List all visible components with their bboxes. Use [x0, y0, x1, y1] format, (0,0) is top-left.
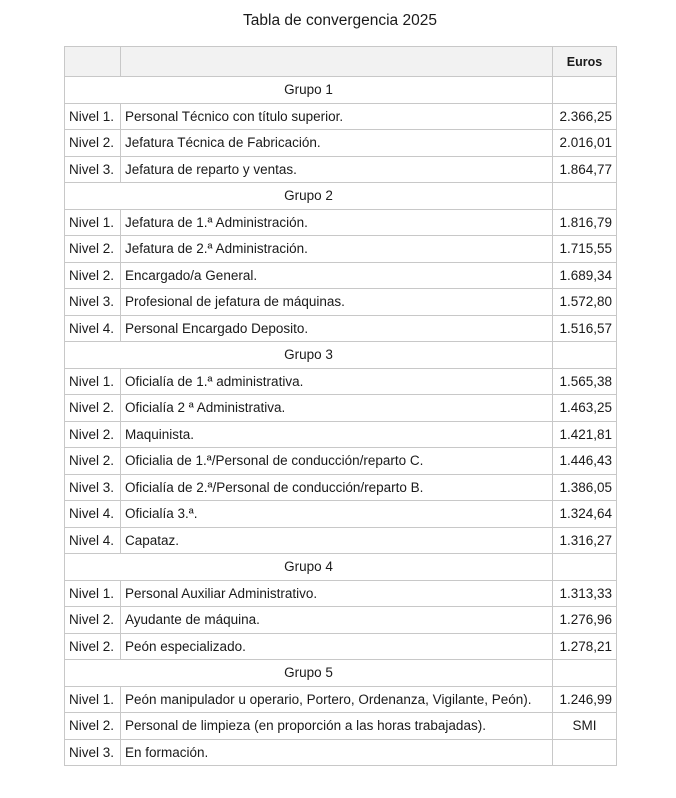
table-row — [65, 713, 617, 740]
description-cell: En formación. — [121, 739, 553, 766]
table-row — [65, 368, 617, 395]
description-cell: Peón especializado. — [121, 633, 553, 660]
euros-cell: 1.246,99 — [553, 686, 617, 713]
level-cell: Nivel 2. — [65, 421, 121, 448]
table-row — [65, 607, 617, 634]
table-row — [65, 395, 617, 422]
euros-cell: 1.324,64 — [553, 501, 617, 528]
table-row — [65, 527, 617, 554]
level-cell: Nivel 4. — [65, 501, 121, 528]
euros-cell: SMI — [553, 713, 617, 740]
level-cell: Nivel 3. — [65, 289, 121, 316]
table-row — [65, 289, 617, 316]
group-value-empty — [553, 342, 617, 369]
euros-cell: 1.386,05 — [553, 474, 617, 501]
group-label: Grupo 5 — [65, 660, 553, 687]
euros-cell: 1.316,27 — [553, 527, 617, 554]
convergence-table — [64, 46, 617, 766]
euros-cell: 1.278,21 — [553, 633, 617, 660]
group-label: Grupo 4 — [65, 554, 553, 581]
group-row — [65, 660, 617, 687]
group-label: Grupo 1 — [65, 77, 553, 104]
euros-cell: 1.313,33 — [553, 580, 617, 607]
level-cell: Nivel 1. — [65, 103, 121, 130]
table-row — [65, 103, 617, 130]
table-row — [65, 156, 617, 183]
level-cell: Nivel 2. — [65, 713, 121, 740]
euros-cell: 1.689,34 — [553, 262, 617, 289]
table-header-row — [65, 47, 617, 77]
euros-cell: 1.816,79 — [553, 209, 617, 236]
description-cell: Oficialía 2 ª Administrativa. — [121, 395, 553, 422]
euros-cell: 1.565,38 — [553, 368, 617, 395]
description-cell: Personal Técnico con título superior. — [121, 103, 553, 130]
euros-cell: 1.715,55 — [553, 236, 617, 263]
description-cell: Personal Auxiliar Administrativo. — [121, 580, 553, 607]
level-cell: Nivel 2. — [65, 395, 121, 422]
table-row — [65, 262, 617, 289]
level-cell: Nivel 3. — [65, 739, 121, 766]
description-cell: Profesional de jefatura de máquinas. — [121, 289, 553, 316]
level-cell: Nivel 4. — [65, 315, 121, 342]
level-cell: Nivel 2. — [65, 262, 121, 289]
description-cell: Encargado/a General. — [121, 262, 553, 289]
description-cell: Jefatura Técnica de Fabricación. — [121, 130, 553, 157]
level-cell: Nivel 3. — [65, 474, 121, 501]
header-euros: Euros — [553, 47, 617, 77]
group-value-empty — [553, 183, 617, 210]
description-cell: Peón manipulador u operario, Portero, Ordenanza, Vigilante, Peón). — [121, 686, 553, 713]
table-row — [65, 501, 617, 528]
table-title: Tabla de convergencia 2025 — [243, 12, 437, 29]
euros-cell: 1.463,25 — [553, 395, 617, 422]
level-cell: Nivel 2. — [65, 448, 121, 475]
description-cell: Jefatura de 2.ª Administración. — [121, 236, 553, 263]
table-row — [65, 315, 617, 342]
group-label: Grupo 3 — [65, 342, 553, 369]
header-level — [65, 47, 121, 77]
group-row — [65, 183, 617, 210]
level-cell: Nivel 1. — [65, 368, 121, 395]
level-cell: Nivel 3. — [65, 156, 121, 183]
group-row — [65, 342, 617, 369]
group-value-empty — [553, 554, 617, 581]
header-description — [121, 47, 553, 77]
table-row — [65, 421, 617, 448]
table-row — [65, 474, 617, 501]
level-cell: Nivel 2. — [65, 633, 121, 660]
table-row — [65, 209, 617, 236]
level-cell: Nivel 1. — [65, 580, 121, 607]
table-row — [65, 739, 617, 766]
table-row — [65, 236, 617, 263]
euros-cell: 1.864,77 — [553, 156, 617, 183]
table-row — [65, 130, 617, 157]
euros-cell — [553, 739, 617, 766]
level-cell: Nivel 4. — [65, 527, 121, 554]
group-value-empty — [553, 660, 617, 687]
table-row — [65, 448, 617, 475]
group-row — [65, 554, 617, 581]
table-row — [65, 686, 617, 713]
euros-cell: 1.276,96 — [553, 607, 617, 634]
description-cell: Capataz. — [121, 527, 553, 554]
description-cell: Oficialia de 1.ª/Personal de conducción/reparto C. — [121, 448, 553, 475]
description-cell: Ayudante de máquina. — [121, 607, 553, 634]
description-cell: Jefatura de reparto y ventas. — [121, 156, 553, 183]
euros-cell: 2.016,01 — [553, 130, 617, 157]
table-row — [65, 580, 617, 607]
group-label: Grupo 2 — [65, 183, 553, 210]
description-cell: Personal de limpieza (en proporción a las horas trabajadas). — [121, 713, 553, 740]
euros-cell: 1.516,57 — [553, 315, 617, 342]
euros-cell: 1.421,81 — [553, 421, 617, 448]
euros-cell: 2.366,25 — [553, 103, 617, 130]
euros-cell: 1.446,43 — [553, 448, 617, 475]
description-cell: Oficialía de 1.ª administrativa. — [121, 368, 553, 395]
level-cell: Nivel 1. — [65, 209, 121, 236]
level-cell: Nivel 2. — [65, 236, 121, 263]
level-cell: Nivel 1. — [65, 686, 121, 713]
description-cell: Maquinista. — [121, 421, 553, 448]
level-cell: Nivel 2. — [65, 130, 121, 157]
group-row — [65, 77, 617, 104]
description-cell: Oficialía 3.ª. — [121, 501, 553, 528]
euros-cell: 1.572,80 — [553, 289, 617, 316]
description-cell: Jefatura de 1.ª Administración. — [121, 209, 553, 236]
description-cell: Personal Encargado Deposito. — [121, 315, 553, 342]
description-cell: Oficialía de 2.ª/Personal de conducción/reparto B. — [121, 474, 553, 501]
table-row — [65, 633, 617, 660]
group-value-empty — [553, 77, 617, 104]
level-cell: Nivel 2. — [65, 607, 121, 634]
